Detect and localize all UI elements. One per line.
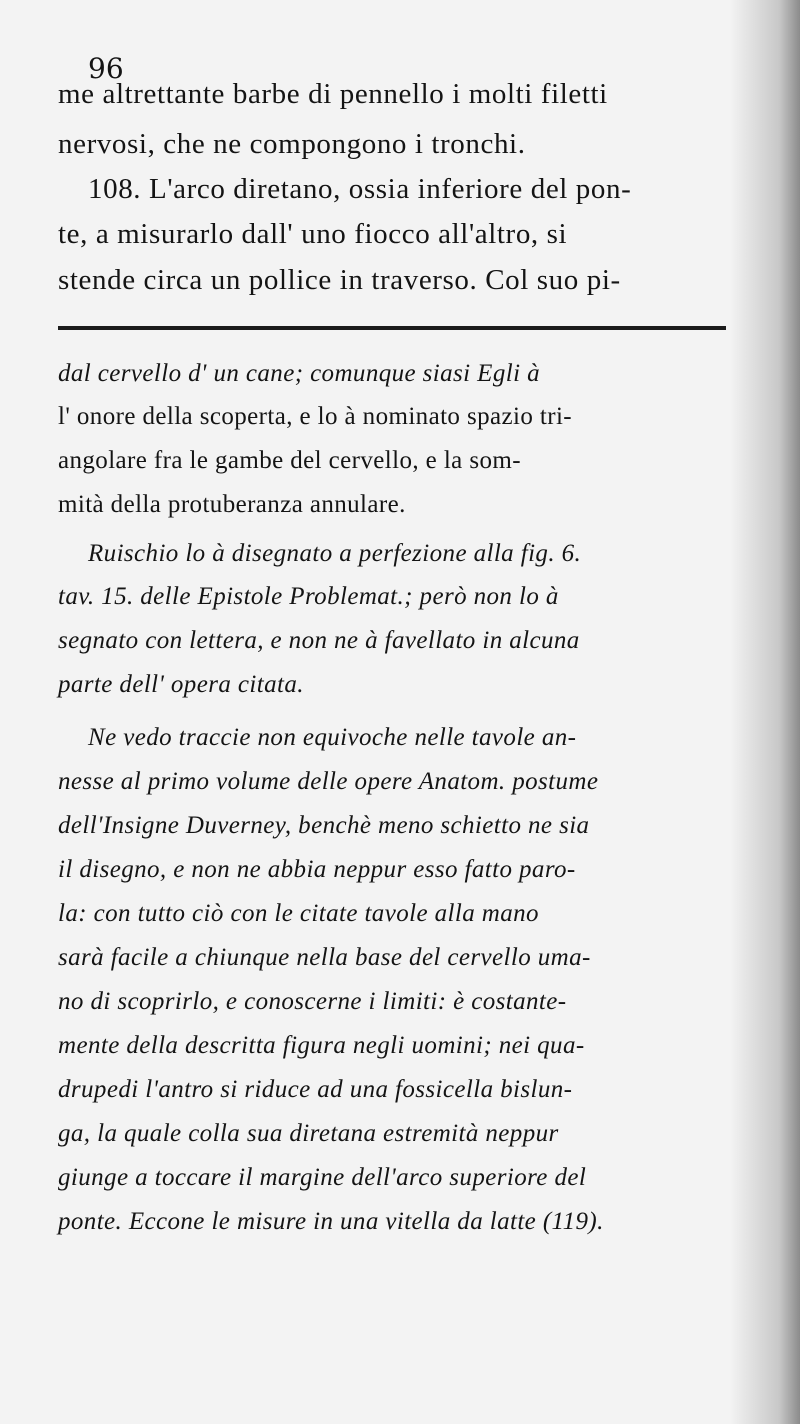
main-text-line-3: 108. L'arco diretano, ossia inferiore del pon- — [88, 173, 632, 205]
footnote-separator-rule — [58, 326, 726, 330]
page-gutter-shadow — [730, 0, 800, 1424]
footnote-line-16: mente della descritta figura negli uomini; nei qua- — [58, 1032, 585, 1059]
footnote-line-15: no di scoprirlo, e conoscerne i limiti: è costante- — [58, 988, 567, 1015]
footnote-line-8: parte dell' opera citata. — [58, 671, 304, 698]
footnote-line-1: dal cervello d' un cane; comunque siasi Egli à — [58, 360, 540, 387]
page-number: 96 — [88, 52, 124, 85]
footnote-line-12: il disegno, e non ne abbia neppur esso fatto paro- — [58, 856, 576, 883]
footnote-line-17: drupedi l'antro si riduce ad una fossicella bislun- — [58, 1076, 573, 1103]
footnote-line-20: ponte. Eccone le misure in una vitella da latte (119). — [58, 1208, 604, 1235]
footnote-line-2: l' onore della scoperta, e lo à nominato spazio tri- — [58, 403, 573, 430]
footnote-line-5: Ruischio lo à disegnato a perfezione alla fig. 6. — [88, 540, 582, 567]
footnote-line-3: angolare fra le gambe del cervello, e la som- — [58, 447, 521, 474]
footnote-line-13: la: con tutto ciò con le citate tavole alla mano — [58, 900, 539, 927]
footnote-line-6: tav. 15. delle Epistole Problemat.; però non lo à — [58, 583, 559, 610]
footnote-line-19: giunge a toccare il margine dell'arco superiore del — [58, 1164, 587, 1191]
footnote-line-10: nesse al primo volume delle opere Anatom. postume — [58, 768, 599, 795]
footnote-line-7: segnato con lettera, e non ne à favellato in alcuna — [58, 627, 580, 654]
footnote-line-14: sarà facile a chiunque nella base del cervello uma- — [58, 944, 591, 971]
footnote-line-4: mità della protuberanza annulare. — [58, 491, 406, 518]
main-text-line-4: te, a misurarlo dall' uno fiocco all'altro, si — [58, 218, 568, 250]
main-text-line-5: stende circa un pollice in traverso. Col suo pi- — [58, 264, 621, 296]
footnote-line-18: ga, la quale colla sua diretana estremità neppur — [58, 1120, 559, 1147]
main-text-line-2: nervosi, che ne compongono i tronchi. — [58, 128, 526, 160]
footnote-line-11: dell'Insigne Duverney, benchè meno schietto ne sia — [58, 812, 590, 839]
footnote-line-9: Ne vedo traccie non equivoche nelle tavole an- — [88, 724, 577, 751]
main-text-line-1: me altrettante barbe di pennello i molti filetti — [58, 78, 608, 110]
